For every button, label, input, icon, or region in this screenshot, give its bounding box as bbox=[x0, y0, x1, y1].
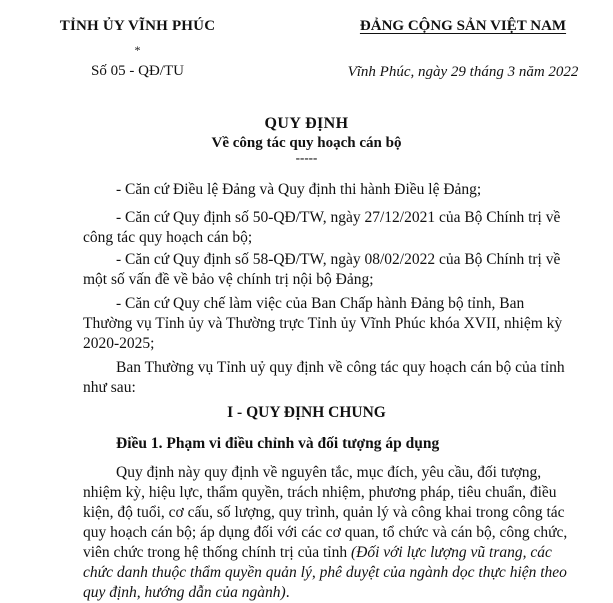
document-number: Số 05 - QĐ/TU bbox=[91, 63, 184, 79]
intro-line: như sau: bbox=[83, 379, 136, 396]
issuing-organization: TỈNH ỦY VĨNH PHÚC bbox=[59, 18, 216, 34]
document-title: QUY ĐỊNH bbox=[264, 115, 349, 132]
article-note: quy định, hướng dẫn của ngành) bbox=[83, 584, 286, 601]
basis-line: - Căn cứ Quy chế làm việc của Ban Chấp hành Đảng bộ tỉnh, Ban bbox=[116, 295, 525, 312]
article-heading: Điều 1. Phạm vi điều chỉnh và đối tượng áp dụng bbox=[116, 435, 440, 452]
place-date: Vĩnh Phúc, ngày 29 tháng 3 năm 2022 bbox=[347, 64, 579, 80]
basis-line: - Căn cứ Điều lệ Đảng và Quy định thi hành Điều lệ Đảng; bbox=[116, 181, 482, 198]
article-line bbox=[83, 583, 290, 603]
basis-line: công tác quy hoạch cán bộ; bbox=[83, 229, 253, 246]
article-line: nhiệm kỳ, hiệu lực, thẩm quyền, trách nhiệm, phương pháp, tiêu chuẩn, điều bbox=[83, 484, 557, 501]
party-name: ĐẢNG CỘNG SẢN VIỆT NAM bbox=[359, 18, 567, 34]
article-line: Quy định này quy định về nguyên tắc, mục đích, yêu cầu, đối tượng, bbox=[116, 464, 542, 481]
section-heading: I - QUY ĐỊNH CHUNG bbox=[227, 404, 386, 421]
article-note: (Đối với lực lượng vũ trang, các bbox=[350, 544, 552, 561]
intro-line: Ban Thường vụ Tỉnh uỷ quy định về công tác quy hoạch cán bộ của tỉnh bbox=[116, 359, 565, 376]
document-subtitle: Về công tác quy hoạch cán bộ bbox=[211, 135, 402, 151]
basis-line: - Căn cứ Quy định số 50-QĐ/TW, ngày 27/12/2021 của Bộ Chính trị về bbox=[116, 209, 561, 226]
article-line: quy hoạch cán bộ; áp dụng đối với các cơ quan, tổ chức và cán bộ, công chức, bbox=[83, 524, 568, 541]
title-divider: ----- bbox=[295, 150, 318, 165]
article-period: . bbox=[285, 584, 290, 601]
article-line bbox=[83, 543, 552, 563]
article-line: kiện, độ tuổi, cơ cấu, số lượng, quy trình, quản lý và công khai trong công tác bbox=[83, 504, 565, 521]
basis-line: 2020-2025; bbox=[83, 335, 155, 352]
basis-line: - Căn cứ Quy định số 58-QĐ/TW, ngày 08/02/2022 của Bộ Chính trị về bbox=[116, 251, 561, 268]
article-text: viên chức trong hệ thống chính trị của tỉnh bbox=[83, 544, 348, 561]
basis-line: một số vấn đề về bảo vệ chính trị nội bộ Đảng; bbox=[83, 271, 374, 288]
basis-line: Thường vụ Tỉnh ủy và Thường trực Tỉnh ủy Vĩnh Phúc khóa XVII, nhiệm kỳ bbox=[83, 315, 563, 332]
header-star: * bbox=[134, 43, 141, 57]
article-note-line: chức danh thuộc thẩm quyền quản lý, phê duyệt của ngành dọc thực hiện theo bbox=[83, 564, 567, 581]
